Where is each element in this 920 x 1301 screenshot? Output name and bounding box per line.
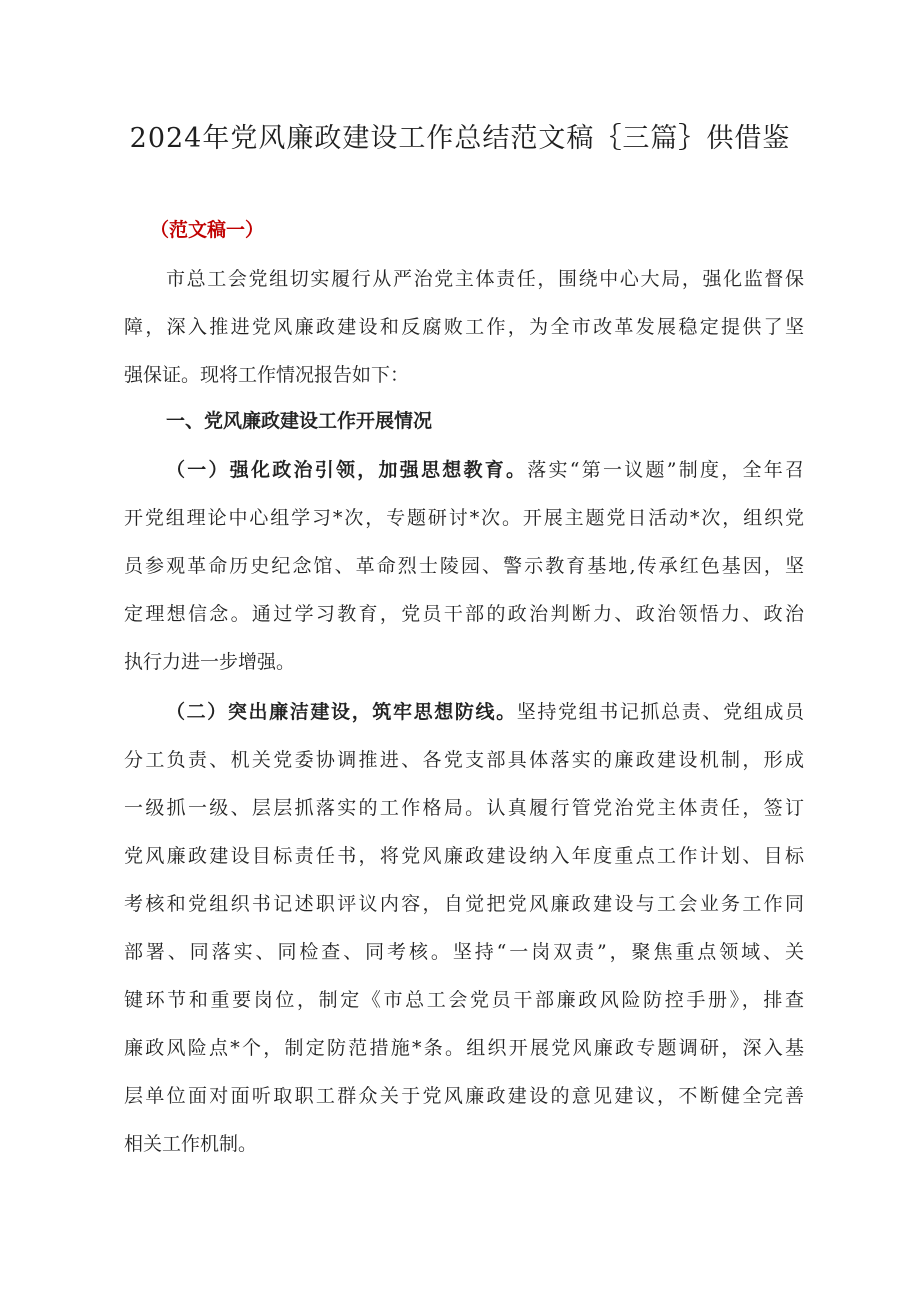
paragraph-text: 落实“第一议题”制度，全年召: [527, 459, 804, 481]
intro-line: 障，深入推进党风廉政建设和反腐败工作，为全市改革发展稳定提供了坚: [124, 316, 804, 338]
paragraph-lead: （一）强化政治引领，加强思想教育。: [166, 459, 528, 481]
paragraph-line: 考核和党组织书记述职评议内容，自觉把党风廉政建设与工会业务工作同: [124, 893, 804, 915]
paragraph-line: 开党组理论中心组学习*次，专题研讨*次。开展主题党日活动*次，组织党: [124, 507, 804, 529]
paragraph-lead: （二）突出廉洁建设，筑牢思想防线。: [166, 701, 517, 723]
paragraph-1: [124, 446, 804, 686]
intro-line: 强保证。现将工作情况报告如下：: [124, 364, 410, 386]
paragraph-line: [124, 688, 804, 736]
paragraph-line: 分工负责、机关党委协调推进、各党支部具体落实的廉政建设机制，形成: [124, 749, 804, 771]
paragraph-line: 定理想信念。通过学习教育，党员干部的政治判断力、政治领悟力、政治: [124, 603, 804, 625]
intro-paragraph: [124, 255, 804, 399]
paragraph-line: 一级抓一级、层层抓落实的工作格局。认真履行管党治党主体责任，签订: [124, 797, 804, 819]
paragraph-line: 层单位面对面听取职工群众关于党风廉政建设的意见建议，不断健全完善: [124, 1085, 804, 1107]
paragraph-line: 党风廉政建设目标责任书，将党风廉政建设纳入年度重点工作计划、目标: [124, 845, 804, 867]
intro-line: 市总工会党组切实履行从严治党主体责任，围绕中心大局，强化监督保: [166, 268, 804, 290]
paragraph-line: 相关工作机制。: [124, 1133, 258, 1155]
paragraph-line: [124, 446, 804, 494]
paragraph-line: 执行力进一步增强。: [124, 651, 296, 673]
paragraph-line: 部署、同落实、同检查、同考核。坚持“一岗双责”，聚焦重点领域、关: [124, 941, 804, 963]
document-title: 2024年党风廉政建设工作总结范文稿｛三篇｝供借鉴: [129, 123, 791, 154]
paragraph-line: 员参观革命历史纪念馆、革命烈士陵园、警示教育基地,传承红色基因，坚: [124, 555, 804, 577]
section-heading: 一、党风廉政建设工作开展情况: [166, 410, 433, 432]
paragraph-line: 廉政风险点*个，制定防范措施*条。组织开展党风廉政专题调研，深入基: [124, 1037, 804, 1059]
paragraph-line: 键环节和重要岗位，制定《市总工会党员干部廉政风险防控手册》，排查: [124, 989, 804, 1011]
section-tag: （范文稿一）: [150, 219, 265, 241]
paragraph-text: 坚持党组书记抓总责、党组成员: [516, 701, 804, 723]
paragraph-2: [124, 688, 804, 1168]
